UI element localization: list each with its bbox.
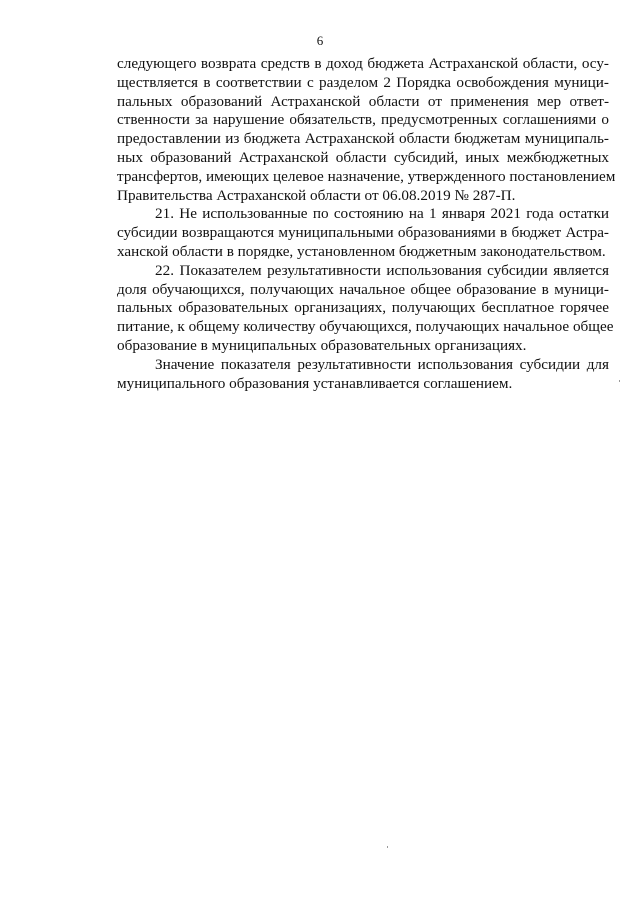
text-line: предоставлении из бюджета Астраханской области бюджетам муниципаль- bbox=[117, 130, 609, 148]
text-line: доля обучающихся, получающих начальное общее образование в муници- bbox=[117, 280, 609, 298]
scan-speck bbox=[387, 846, 388, 848]
text-line: питание, к общему количеству обучающихся, получающих начальное общее bbox=[117, 318, 614, 336]
page-number: 6 bbox=[316, 33, 324, 48]
text-line: ханской области в порядке, установленном бюджетным законодательством. bbox=[117, 242, 606, 260]
text-line: Правительства Астраханской области от 06.08.2019 № 287-П. bbox=[117, 186, 516, 204]
scan-speck bbox=[619, 380, 620, 382]
document-body bbox=[117, 55, 616, 393]
paragraph-22 bbox=[117, 261, 614, 356]
text-line: Значение показателя результативности использования субсидии для bbox=[155, 355, 609, 373]
text-line: образование в муниципальных образовательных организациях. bbox=[117, 336, 527, 354]
text-line: субсидии возвращаются муниципальными образованиями в бюджет Астра- bbox=[117, 224, 609, 242]
text-line: муниципального образования устанавливается соглашением. bbox=[117, 374, 513, 392]
paragraph-21 bbox=[117, 205, 609, 261]
text-line: ственности за нарушение обязательств, предусмотренных соглашениями о bbox=[117, 111, 609, 129]
text-line: 22. Показателем результативности использования субсидии является bbox=[155, 261, 609, 279]
text-line: трансфертов, имеющих целевое назначение, утвержденного постановлением bbox=[117, 167, 616, 185]
text-line: 21. Не использованные по состоянию на 1 января 2021 года остатки bbox=[155, 205, 609, 223]
text-line: ществляется в соответствии с разделом 2 Порядка освобождения муници- bbox=[117, 73, 609, 91]
text-line: следующего возврата средств в доход бюджета Астраханской области, осу- bbox=[117, 55, 609, 72]
paragraph-continuation bbox=[117, 55, 616, 205]
paragraph-indicator-value bbox=[117, 356, 609, 394]
text-line: пальных образований Астраханской области от применения мер ответ- bbox=[117, 92, 609, 110]
text-line: пальных образовательных организациях, получающих бесплатное горячее bbox=[117, 299, 609, 317]
text-line: ных образований Астраханской области субсидий, иных межбюджетных bbox=[117, 148, 609, 166]
